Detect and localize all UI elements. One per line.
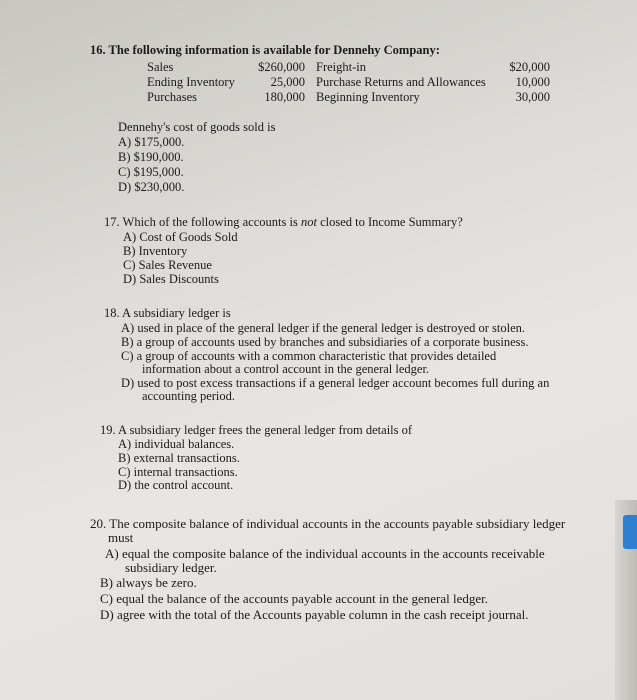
q18-option-d: D) used to post excess transactions if a general ledger account becomes full during an	[121, 376, 550, 390]
q17-option-d: D) Sales Discounts	[123, 272, 219, 286]
q18-option-d-cont: accounting period.	[142, 389, 236, 403]
q16-option-b: B) $190,000.	[118, 150, 184, 164]
q19-option-c: C) internal transactions.	[118, 465, 238, 479]
q16-label-ending-inventory: Ending Inventory	[147, 75, 235, 89]
q20-stem: 20. The composite balance of individual accounts in the accounts payable subsidiary ledger	[90, 516, 566, 531]
q20-option-b: B) always be zero.	[100, 575, 197, 590]
q19-stem: 19. A subsidiary ledger frees the general ledger from details of	[100, 423, 413, 437]
q20-option-d: D) agree with the total of the Accounts payable column in the cash receipt journal.	[100, 607, 529, 622]
q18-option-b: B) a group of accounts used by branches and subsidiaries of a corporate business.	[121, 335, 529, 349]
q16-value-purchases: 180,000	[264, 90, 305, 104]
q16-value-purchase-returns: 10,000	[515, 75, 550, 89]
q18-option-c-cont: information about a control account in the general ledger.	[142, 362, 430, 376]
q16-label-freight: Freight-in	[316, 60, 366, 74]
q18-option-c: C) a group of accounts with a common characteristic that provides detailed	[121, 349, 497, 363]
q16-question: Dennehy's cost of goods sold is	[118, 120, 276, 134]
q20-option-a-cont: subsidiary ledger.	[125, 560, 217, 575]
q16-label-sales: Sales	[147, 60, 174, 74]
q18-stem: 18. A subsidiary ledger is	[104, 306, 231, 320]
q16-option-a: A) $175,000.	[118, 135, 185, 149]
q16-value-sales: $260,000	[258, 60, 305, 74]
q18-option-a: A) used in place of the general ledger if the general ledger is destroyed or stolen.	[121, 321, 526, 335]
q20-stem-cont: must	[108, 530, 134, 545]
q19-option-b: B) external transactions.	[118, 451, 240, 465]
q17-option-b: B) Inventory	[123, 244, 188, 258]
q16-option-c: C) $195,000.	[118, 165, 184, 179]
q19-option-d: D) the control account.	[118, 478, 234, 492]
q17-option-a: A) Cost of Goods Sold	[123, 230, 238, 244]
q16-label-beginning-inventory: Beginning Inventory	[316, 90, 420, 104]
q16-stem: 16. The following information is available for Dennehy Company:	[90, 43, 440, 57]
q16-label-purchase-returns: Purchase Returns and Allowances	[316, 75, 486, 89]
q20-option-c: C) equal the balance of the accounts payable account in the general ledger.	[100, 591, 489, 606]
blue-tab-marker	[623, 515, 637, 549]
q16-value-ending-inventory: 25,000	[270, 75, 305, 89]
q17-stem: 17. Which of the following accounts is not closed to Income Summary?	[104, 215, 463, 229]
q16-label-purchases: Purchases	[147, 90, 197, 104]
q17-option-c: C) Sales Revenue	[123, 258, 212, 272]
q16-value-beginning-inventory: 30,000	[515, 90, 550, 104]
q16-option-d: D) $230,000.	[118, 180, 185, 194]
q16-value-freight: $20,000	[509, 60, 550, 74]
q19-option-a: A) individual balances.	[118, 437, 235, 451]
q20-option-a: A) equal the composite balance of the individual accounts in the accounts receivable	[105, 546, 545, 561]
